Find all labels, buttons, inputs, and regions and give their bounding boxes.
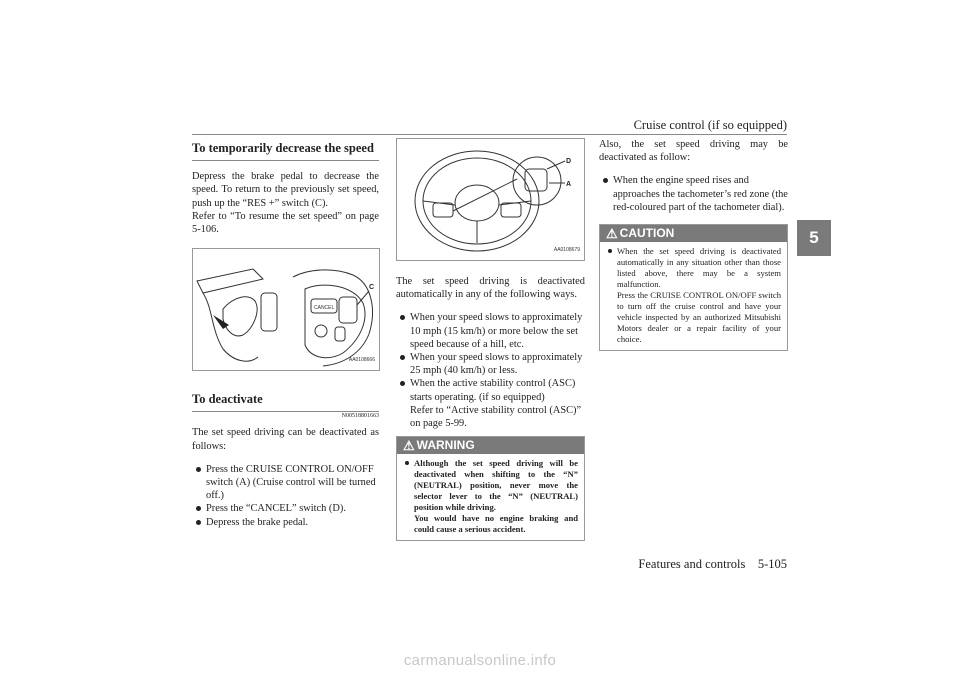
warning-triangle-icon: ⚠ [403,438,415,454]
column-right [599,138,788,351]
list-item: Press the “CANCEL” switch (D). [192,502,379,515]
list-item: When the engine speed rises and approaches the tachometer’s red zone (the red-coloured part of the tachometer dial). [599,174,788,214]
paragraph: The set speed driving can be deactivated as follows: [192,427,379,452]
bullet-icon [405,461,409,465]
caution-box [599,224,788,351]
caution-item: When the set speed driving is deactivated automatically in any situation other than those listed above, there may be a system malfunction. Press the CRUISE CONTROL ON/OFF switch to turn off the cruise control and have your vehicle inspected by an authorized Mitsubishi Motors dealer or a repair facility of your choice. [606,246,781,345]
auto-deactivate-list [396,311,585,430]
warning-header: ⚠ WARNING [397,437,584,454]
caution-triangle-icon: ⚠ [606,226,618,242]
chapter-tab: 5 [797,220,831,256]
callout-c: C [369,284,375,292]
bullet-icon [608,249,612,253]
list-item: Press the CRUISE CONTROL ON/OFF switch (A) (Cruise control will be turned off.) [192,463,379,503]
steering-switch-figure [192,248,380,371]
warning-item: Although the set speed driving will be deactivated when shifting to the “N” (NEUTRAL) position, never move the selector lever to the “N” (NEUTRAL) position while driving. You would have no engine braking and could cause a serious accident. [403,458,578,535]
steering-switch-illustration [193,249,379,370]
callout-a: A [566,181,572,188]
paragraph: Depress the brake pedal to decrease the speed. To return to the previously set speed, push up the “RES +” switch (C). [192,171,379,209]
column-middle [396,138,585,541]
page-footer: Features and controls 5-105 [638,557,787,571]
figure-code: AA0108679 [553,246,580,253]
page-header-title: Cruise control (if so equipped) [633,118,787,132]
additional-deactivate-list [599,174,788,214]
cancel-label: CANCEL [314,305,335,312]
list-item: When the active stability control (ASC) starts operating. (if so equipped) Refer to “Active stability control (ASC)” on page 5-99. [396,377,585,430]
bullet-icon [196,506,201,511]
paragraph: Also, the set speed driving may be deactivated as follow: [599,139,788,164]
steering-wheel-figure [396,138,585,261]
bullet-icon [400,315,405,320]
callout-d: D [566,158,572,165]
bullet-icon [603,178,608,183]
caution-body [600,242,787,350]
caution-header: ⚠ CAUTION [600,225,787,242]
list-item: When your speed slows to approximately 10 mph (15 km/h) or more below the set speed because of a hill, etc. [396,311,585,351]
deactivate-list [192,463,379,529]
page-reference: Refer to “Active stability control (ASC)” on page 5-99. [410,404,582,430]
bullet-icon [400,381,405,386]
column-left [192,138,379,529]
paragraph: The set speed driving is deactivated automatically in any of the following ways. [396,276,585,301]
section-heading-decrease-speed: To temporarily decrease the speed [192,138,379,161]
paragraph: Refer to “To resume the set speed” on page 5-106. [192,210,379,236]
steering-wheel-illustration [397,139,584,260]
bullet-icon [400,355,405,360]
bullet-icon [196,467,201,472]
bullet-icon [196,520,201,525]
section-heading-deactivate: To deactivate [192,389,379,412]
list-item: When your speed slows to approximately 25 mph (40 km/h) or less. [396,351,585,377]
header-divider [192,134,787,135]
watermark: carmanualsonline.info [403,652,557,669]
list-item: Depress the brake pedal. [192,516,379,529]
warning-body [397,454,584,540]
figure-code: AA0108666 [348,357,375,364]
warning-box [396,436,585,541]
section-code: N00518801663 [341,413,379,420]
